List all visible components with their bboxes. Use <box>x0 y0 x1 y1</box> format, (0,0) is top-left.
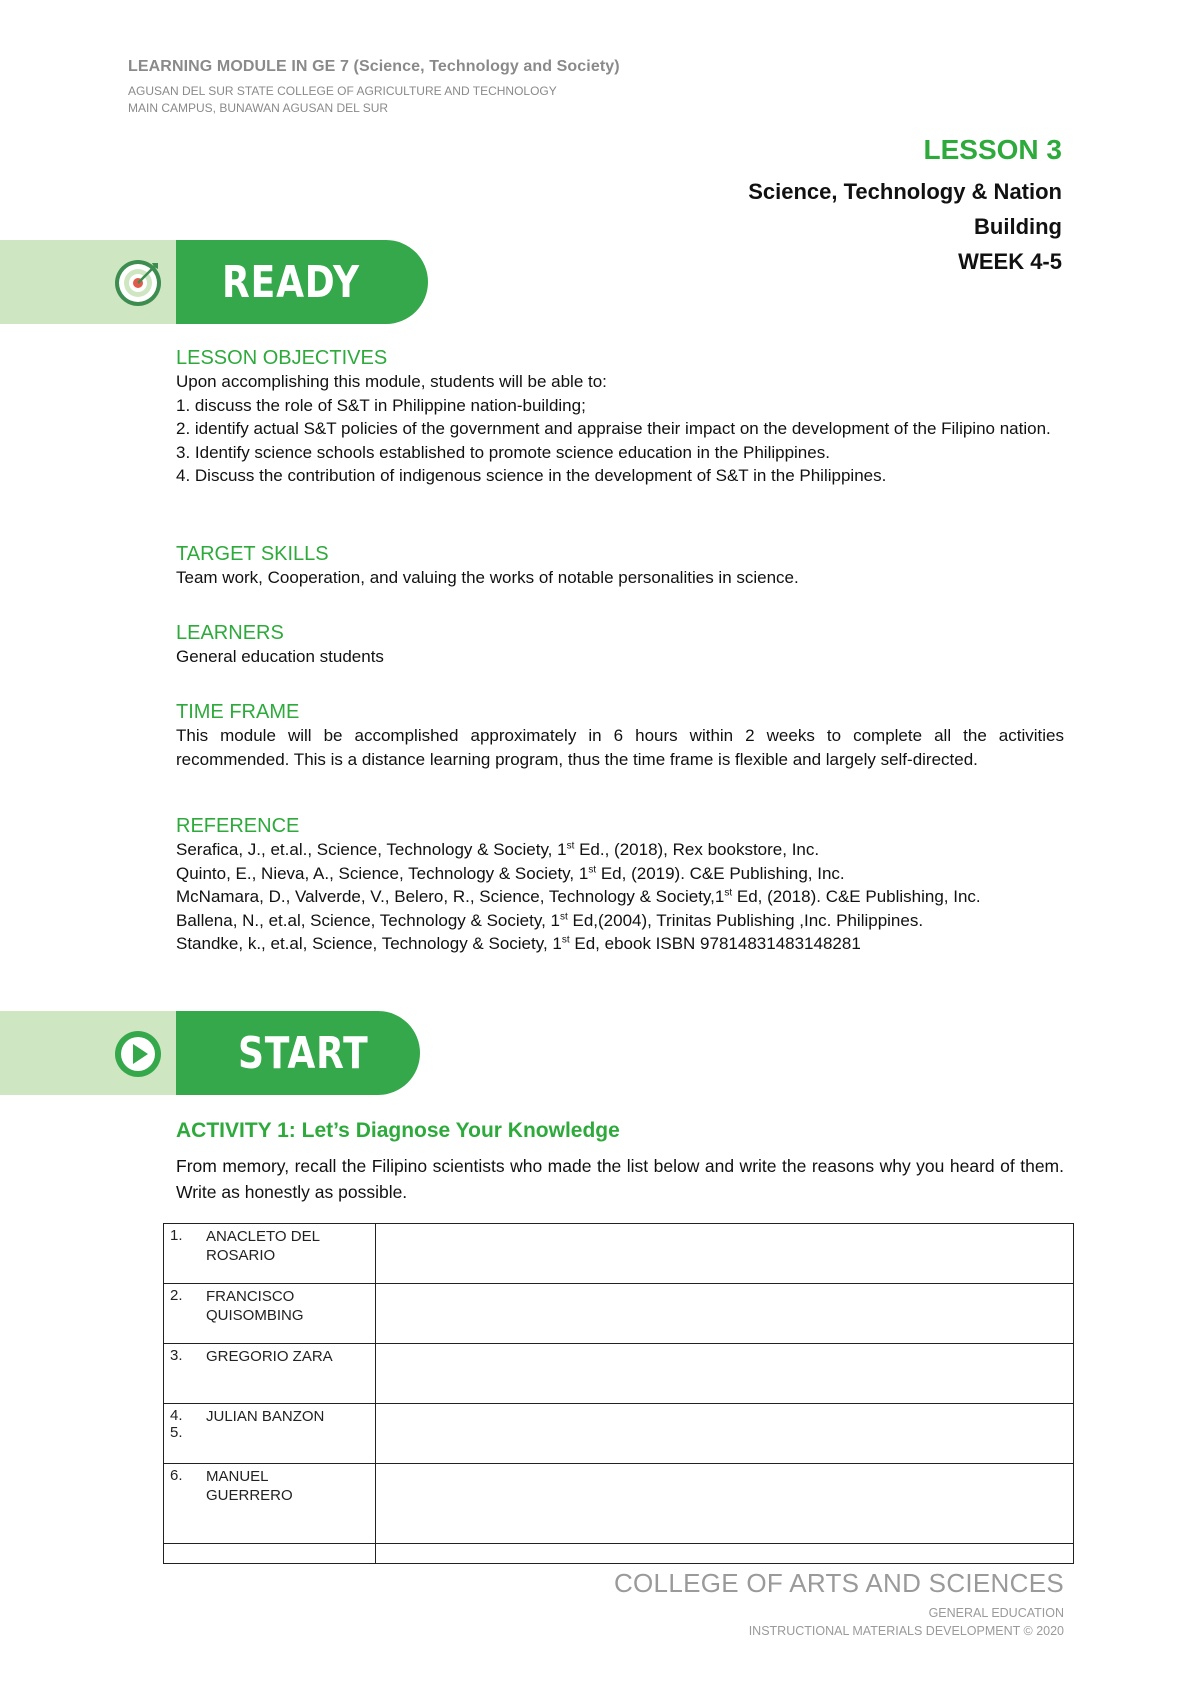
ready-banner <box>0 240 428 324</box>
objective-item: 1. discuss the role of S&T in Philippine nation-building; <box>176 395 586 415</box>
row-number: 3. <box>170 1347 183 1364</box>
footer-dept: GENERAL EDUCATION <box>928 1606 1064 1620</box>
activity-section <box>176 1119 1064 1205</box>
scientist-cell <box>164 1404 376 1464</box>
table-row <box>164 1464 1074 1544</box>
start-banner <box>0 1011 420 1095</box>
ref-sup: st <box>588 863 597 875</box>
campus-line: MAIN CAMPUS, BUNAWAN AGUSAN DEL SUR <box>128 101 389 115</box>
scientist-cell <box>164 1464 376 1544</box>
skills-heading: TARGET SKILLS <box>176 543 329 565</box>
objective-item: 4. Discuss the contribution of indigenous science in the development of S&T in the Philippines. <box>176 466 887 485</box>
skills-text: Team work, Cooperation, and valuing the works of notable personalities in science. <box>176 568 799 587</box>
ref-text: Standke, k., et.al, Science, Technology & Society, 1 <box>176 934 562 953</box>
ref-sup: st <box>561 934 570 946</box>
ref-sup: st <box>559 910 568 922</box>
ref-text: Ed, ebook ISBN 97814831483148281 <box>569 934 861 953</box>
answer-cell[interactable] <box>376 1284 1074 1344</box>
answer-cell[interactable] <box>376 1404 1074 1464</box>
target-icon <box>112 257 164 309</box>
footer-college: COLLEGE OF ARTS AND SCIENCES <box>613 1568 1064 1598</box>
footer-info <box>749 1604 1064 1640</box>
scientist-name: MANUEL GUERRERO <box>206 1468 293 1504</box>
timeframe-section <box>176 701 1064 771</box>
answer-cell[interactable] <box>376 1224 1074 1284</box>
reference-item <box>176 862 1064 886</box>
scientist-cell <box>164 1224 376 1284</box>
reference-item <box>176 932 1064 956</box>
ref-text: Ed, (2019). C&E Publishing, Inc. <box>596 863 845 883</box>
school-line: AGUSAN DEL SUR STATE COLLEGE OF AGRICULTURE AND TECHNOLOGY <box>128 84 557 98</box>
ref-text: Quinto, E., Nieva, A., Science, Technology & Society, 1 <box>176 863 589 883</box>
scientist-cell <box>164 1284 376 1344</box>
scientist-cell <box>164 1344 376 1404</box>
answer-cell[interactable] <box>376 1344 1074 1404</box>
scientist-name: FRANCISCO QUISOMBING <box>206 1288 304 1324</box>
table-row <box>164 1224 1074 1284</box>
objectives-section <box>176 347 1064 488</box>
objective-item: 2. identify actual S&T policies of the government and appraise their impact on the development of the Filipino nation. <box>176 419 1051 438</box>
ref-sup: st <box>724 887 733 899</box>
ref-sup: st <box>566 840 575 852</box>
learners-heading: LEARNERS <box>176 622 284 644</box>
activity-instructions: From memory, recall the Filipino scientists who made the list below and write the reasons why you heard of them. Write as honestly as possible. <box>176 1156 1064 1202</box>
row-number-a: 4. <box>170 1407 183 1424</box>
scientist-name: ANACLETO DEL ROSARIO <box>206 1228 320 1264</box>
scientist-cell <box>164 1544 376 1564</box>
activity-title: ACTIVITY 1: Let’s Diagnose Your Knowledge <box>176 1119 620 1142</box>
school-name <box>128 83 557 117</box>
reference-heading: REFERENCE <box>176 815 300 837</box>
reference-item <box>176 909 1064 933</box>
objectives-intro: Upon accomplishing this module, students will be able to: <box>176 372 607 391</box>
answer-cell[interactable] <box>376 1544 1074 1564</box>
timeframe-heading: TIME FRAME <box>176 701 300 723</box>
row-number <box>170 1407 206 1441</box>
row-number: 6. <box>170 1467 183 1484</box>
ref-text: Ed,(2004), Trinitas Publishing ,Inc. Philippines. <box>567 910 924 930</box>
table-row <box>164 1344 1074 1404</box>
ref-text: Ed., (2018), Rex bookstore, Inc. <box>574 840 820 859</box>
ref-text: Serafica, J., et.al., Science, Technology & Society, 1 <box>176 840 567 859</box>
skills-section <box>176 543 1064 590</box>
objective-item: 3. Identify science schools established to promote science education in the Philippines. <box>176 442 830 462</box>
start-label: START <box>238 1027 369 1079</box>
table-row <box>164 1404 1074 1464</box>
scientists-table <box>163 1223 1074 1564</box>
learners-section <box>176 622 1064 669</box>
ref-text: McNamara, D., Valverde, V., Belero, R., Science, Technology & Society,1 <box>176 887 725 906</box>
ref-text: Ballena, N., et.al, Science, Technology & Society, 1 <box>176 910 560 930</box>
reference-section <box>176 815 1064 956</box>
table-row <box>164 1544 1074 1564</box>
module-title: LEARNING MODULE IN GE 7 (Science, Technology and Society) <box>128 58 620 75</box>
lesson-number: LESSON 3 <box>923 134 1062 165</box>
timeframe-text: This module will be accomplished approximately in 6 hours within 2 weeks to complete all the activities recommended. This is a distance learning program, thus the time frame is flexible and largely self-directed. <box>176 726 1064 769</box>
ready-label: READY <box>222 256 360 308</box>
row-number: 1. <box>170 1227 183 1244</box>
reference-item <box>176 838 1064 862</box>
scientist-name: GREGORIO ZARA <box>206 1348 333 1365</box>
objectives-heading: LESSON OBJECTIVES <box>176 347 388 369</box>
lesson-title-line2: Building <box>974 214 1062 239</box>
reference-item <box>176 885 1064 909</box>
scientist-name: JULIAN BANZON <box>206 1408 325 1425</box>
ref-text: Ed, (2018). C&E Publishing, Inc. <box>732 887 981 906</box>
learners-text: General education students <box>176 647 384 666</box>
lesson-title <box>748 174 1062 279</box>
table-row <box>164 1284 1074 1344</box>
lesson-week: WEEK 4-5 <box>958 249 1062 274</box>
play-icon <box>112 1028 164 1080</box>
lesson-title-line1: Science, Technology & Nation <box>748 179 1062 204</box>
answer-cell[interactable] <box>376 1464 1074 1544</box>
row-number-b: 5. <box>170 1424 183 1441</box>
footer-imd: INSTRUCTIONAL MATERIALS DEVELOPMENT © 2020 <box>748 1624 1064 1638</box>
row-number: 2. <box>170 1287 183 1304</box>
